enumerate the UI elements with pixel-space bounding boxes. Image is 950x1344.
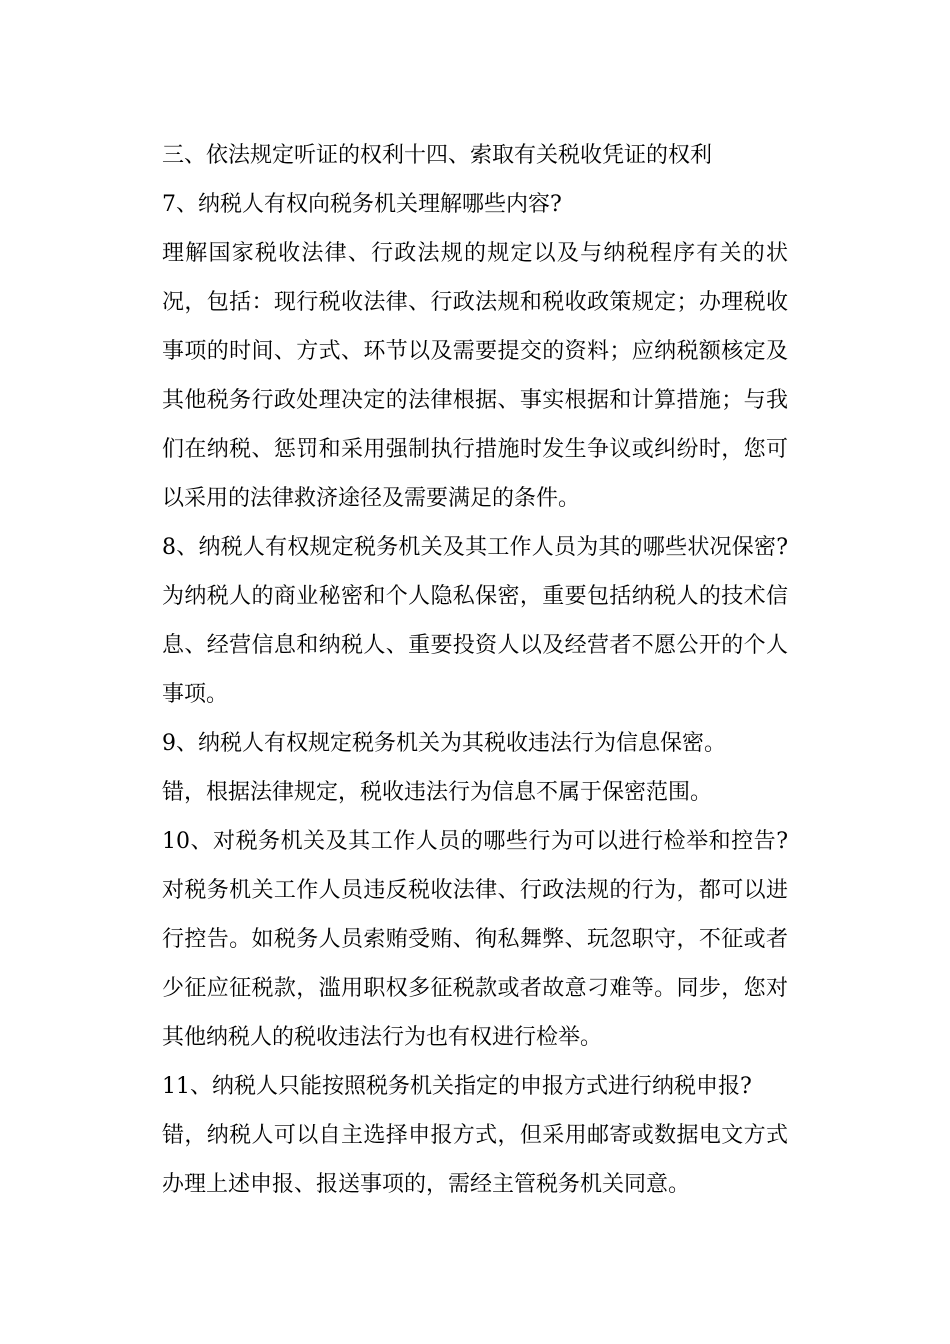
text-line: 以采用的法律救济途径及需要满足的条件。 xyxy=(162,486,581,511)
text-line: 们在纳税、惩罚和采用强制执行措施时发生争议或纠纷时，您可 xyxy=(162,437,788,462)
question-heading: 9、纳税人有权规定税务机关为其税收违法行为信息保密。 xyxy=(162,731,726,756)
text-line: 其他税务行政处理决定的法律根据、事实根据和计算措施；与我 xyxy=(162,388,788,413)
text-line: 理解国家税收法律、行政法规的规定以及与纳税程序有关的状 xyxy=(162,241,788,266)
text-line: 况，包括：现行税收法律、行政法规和税收政策规定；办理税收 xyxy=(162,290,788,315)
text-line: 行控告。如税务人员索贿受贿、徇私舞弊、玩忽职守，不征或者 xyxy=(162,927,788,952)
text-line: 其他纳税人的税收违法行为也有权进行检举。 xyxy=(162,1025,603,1050)
question-heading: 8、纳税人有权规定税务机关及其工作人员为其的哪些状况保密? xyxy=(162,535,788,560)
document-body xyxy=(162,131,788,1209)
text-line: 事项的时间、方式、环节以及需要提交的资料；应纳税额核定及 xyxy=(162,339,788,364)
text-line: 三、依法规定听证的权利十四、索取有关税收凭证的权利 xyxy=(162,143,713,168)
question-heading: 11、纳税人只能按照税务机关指定的申报方式进行纳税申报? xyxy=(162,1074,752,1099)
text-line: 错，纳税人可以自主选择申报方式，但采用邮寄或数据电文方式 xyxy=(162,1123,788,1148)
text-line: 为纳税人的商业秘密和个人隐私保密，重要包括纳税人的技术信 xyxy=(162,584,788,609)
question-heading: 10、对税务机关及其工作人员的哪些行为可以进行检举和控告? xyxy=(162,829,788,854)
text-line: 事项。 xyxy=(162,682,229,707)
text-line: 错，根据法律规定，税收违法行为信息不属于保密范围。 xyxy=(162,780,713,805)
text-line: 少征应征税款，滥用职权多征税款或者故意刁难等。同步，您对 xyxy=(162,976,788,1001)
text-line: 对税务机关工作人员违反税收法律、行政法规的行为，都可以进 xyxy=(162,878,788,903)
question-heading: 7、纳税人有权向税务机关理解哪些内容? xyxy=(162,192,562,217)
text-line: 息、经营信息和纳税人、重要投资人以及经营者不愿公开的个人 xyxy=(162,633,788,658)
text-line: 办理上述申报、报送事项的，需经主管税务机关同意。 xyxy=(162,1172,691,1197)
